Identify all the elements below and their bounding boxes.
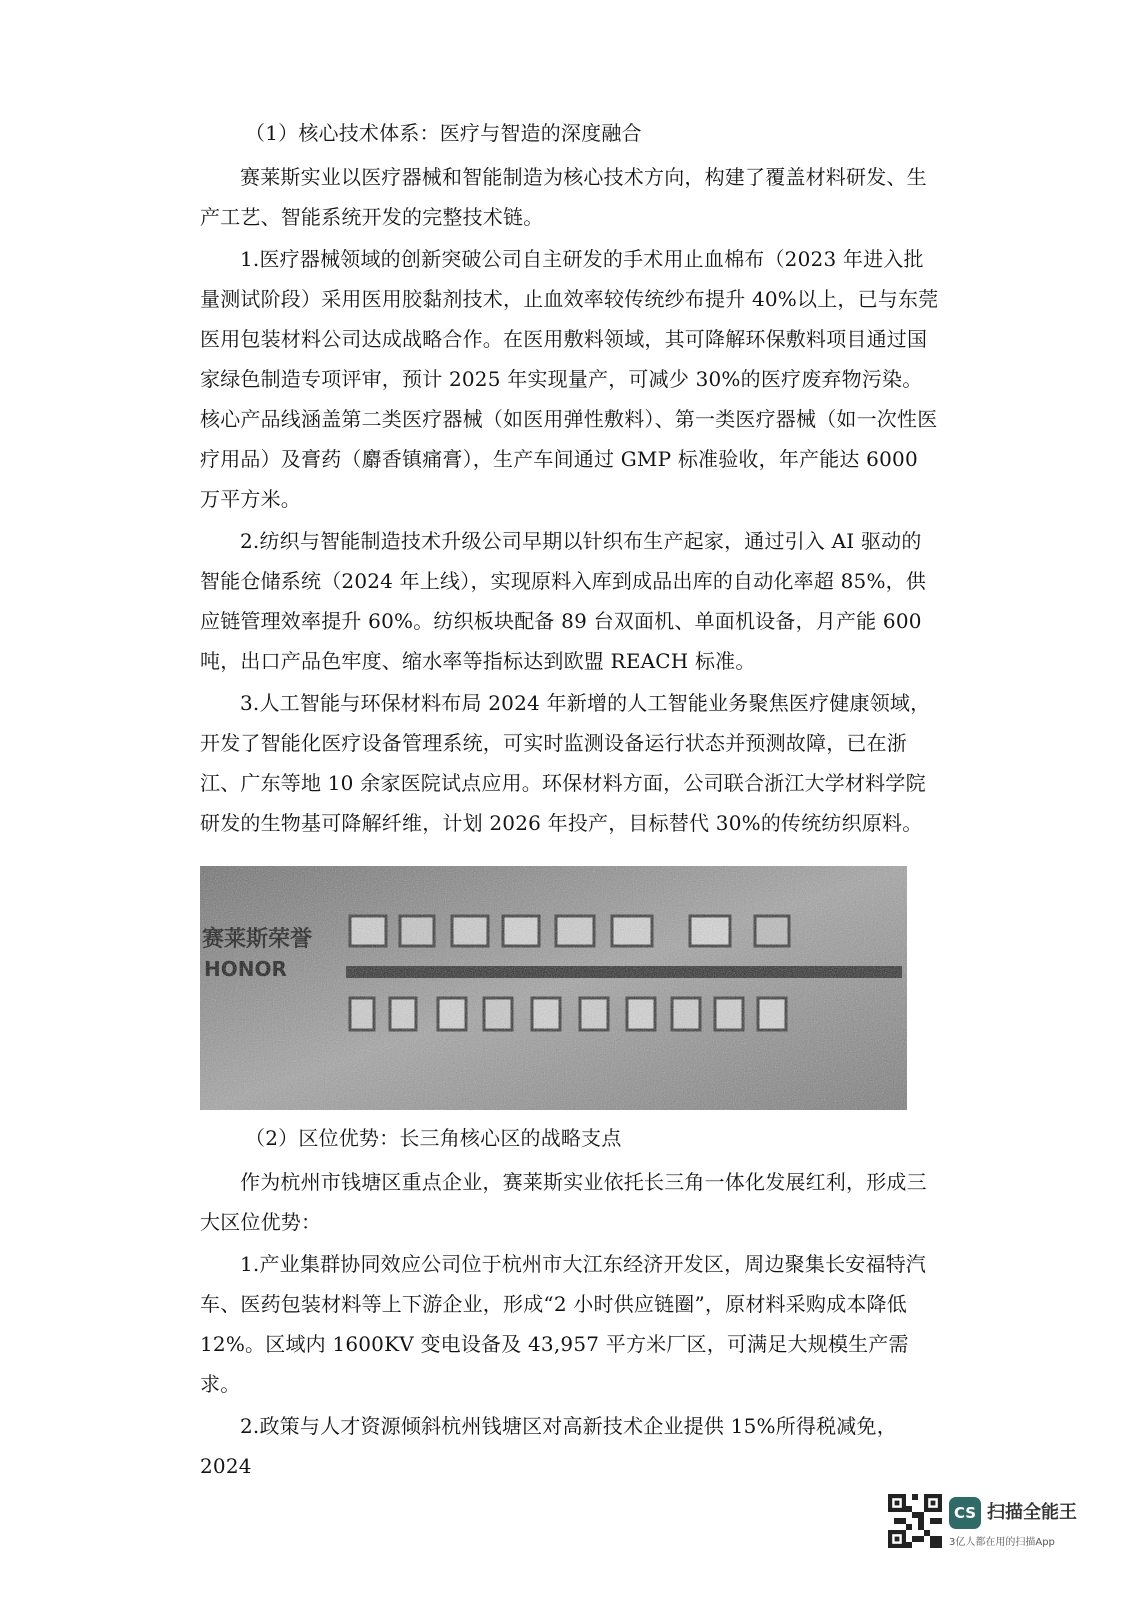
paragraph-ai-materials: 3.人工智能与环保材料布局 2024 年新增的人工智能业务聚焦医疗健康领域，开发了智能化医疗设备管理系统，可实时监测设备运行状态并预测故障，已在浙江、广东等地 10 余家医院试点应用。环保材料方面，公司联合浙江大学材料学院研发的生物基可降解纤维，计划 2026 年投产，目标替代 30%的传统纺织原料。 <box>200 691 931 835</box>
section-heading: （1）核心技术体系：医疗与智造的深度融合 <box>245 121 642 145</box>
paragraph-intro: 作为杭州市钱塘区重点企业，赛莱斯实业依托长三角一体化发展红利，形成三大区位优势： <box>200 1170 927 1234</box>
qr-code-icon <box>888 1494 942 1548</box>
camscanner-slogan: 3亿人都在用的扫描App <box>949 1537 1055 1548</box>
paragraph-policy-talent: 2.政策与人才资源倾斜杭州钱塘区对高新技术企业提供 15%所得税减免，2024 <box>200 1414 897 1478</box>
camscanner-app-name: 扫描全能王 <box>987 1502 1077 1523</box>
section-location-advantage <box>200 1118 940 1488</box>
paragraph-intro: 赛莱斯实业以医疗器械和智能制造为核心技术方向，构建了覆盖材料研发、生产工艺、智能系统开发的完整技术链。 <box>200 165 927 229</box>
honor-wall-photo <box>200 866 907 1110</box>
section-core-technology <box>200 113 940 845</box>
paragraph-textile: 2.纺织与智能制造技术升级公司早期以针织布生产起家，通过引入 AI 驱动的智能仓储系统（2024 年上线），实现原料入库到成品出库的自动化率超 85%，供应链管理效率提升 60%。纺织板块配备 89 台双面机、单面机设备，月产能 600 吨，出口产品色牢度、缩水率等指标达到欧盟 REACH 标准。 <box>200 529 927 673</box>
paragraph-medical: 1.医疗器械领域的创新突破公司自主研发的手术用止血棉布（2023 年进入批量测试阶段）采用医用胶黏剂技术，止血效率较传统纱布提升 40%以上，已与东莞医用包装材料公司达成战略合作。在医用敷料领域，其可降解环保敷料项目通过国家绿色制造专项评审，预计 2025 年实现量产，可减少 30%的医疗废弃物污染。核心产品线涵盖第二类医疗器械（如医用弹性敷料）、第一类医疗器械（如一次性医疗用品）及膏药（麝香镇痛膏），生产车间通过 GMP 标准验收，年产能达 6000 万平方米。 <box>200 247 939 511</box>
camscanner-logo-icon: CS <box>949 1497 981 1529</box>
section-heading: （2）区位优势：长三角核心区的战略支点 <box>245 1126 622 1150</box>
paragraph-industry-cluster: 1.产业集群协同效应公司位于杭州市大江东经济开发区，周边聚集长安福特汽车、医药包装材料等上下游企业，形成“2 小时供应链圈”，原材料采购成本降低 12%。区域内 1600KV 变电设备及 43,957 平方米厂区，可满足大规模生产需求。 <box>200 1252 927 1396</box>
